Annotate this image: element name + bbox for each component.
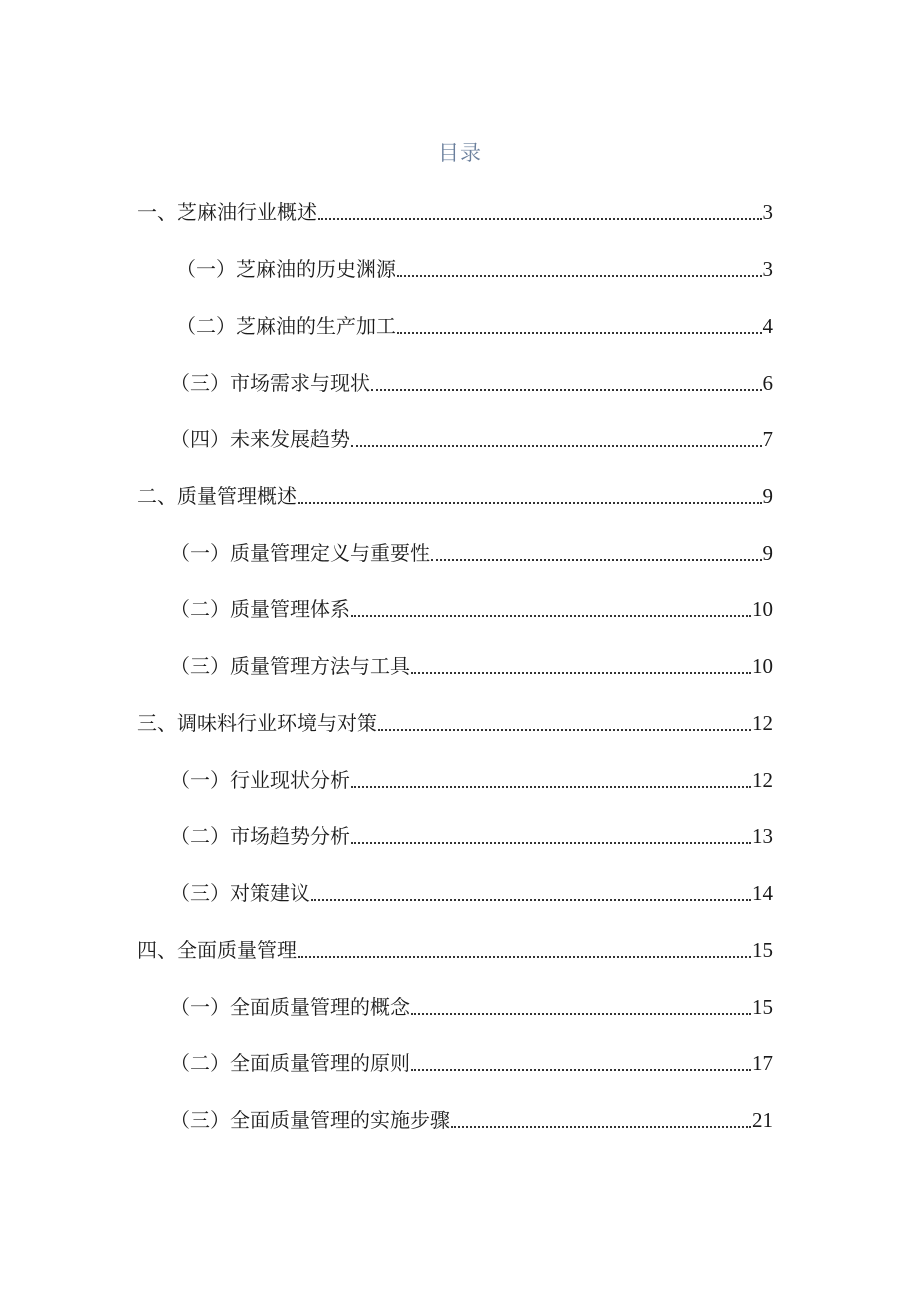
toc-entry[interactable] (170, 877, 773, 907)
toc-page-number: 3 (762, 257, 773, 281)
toc-dot-leader (431, 539, 762, 567)
toc-entry-text: 四、全面质量管理 (137, 938, 297, 962)
toc-page-number: 12 (752, 711, 773, 735)
toc-page-number: 9 (762, 541, 773, 565)
toc-page-number: 15 (752, 938, 773, 962)
toc-dot-leader (371, 369, 762, 397)
toc-dot-leader (351, 595, 751, 623)
toc-entry-text: （一）行业现状分析 (170, 768, 350, 792)
toc-dot-leader (351, 766, 751, 794)
toc-title: 目录 (438, 141, 482, 165)
toc-dot-leader (378, 709, 751, 737)
toc-dot-leader (311, 879, 751, 907)
toc-page-number: 14 (752, 881, 773, 905)
toc-page-number: 10 (752, 654, 773, 678)
toc-page-number: 13 (752, 824, 773, 848)
toc-entry[interactable] (170, 650, 773, 680)
toc-dot-leader (298, 936, 751, 964)
toc-dot-leader (298, 482, 762, 510)
toc-dot-leader (411, 1049, 751, 1077)
toc-entry-text: （三）质量管理方法与工具 (170, 654, 410, 678)
toc-entry-text: （三）对策建议 (170, 881, 310, 905)
toc-page-number: 4 (762, 314, 773, 338)
toc-entry-text: （一）全面质量管理的概念 (170, 995, 410, 1019)
toc-entry-text: （一）芝麻油的历史渊源 (176, 257, 396, 281)
toc-entry[interactable] (137, 934, 773, 964)
toc-dot-leader (411, 993, 751, 1021)
toc-entry[interactable] (176, 310, 773, 340)
toc-entry[interactable] (170, 1047, 773, 1077)
toc-dot-leader (351, 425, 762, 453)
toc-entry-text: （四）未来发展趋势 (170, 427, 350, 451)
toc-entry[interactable] (170, 537, 773, 567)
toc-entry-text: （二）市场趋势分析 (170, 824, 350, 848)
toc-dot-leader (411, 652, 751, 680)
toc-entry[interactable] (137, 196, 773, 226)
toc-page-number: 3 (762, 200, 773, 224)
toc-page-number: 9 (762, 484, 773, 508)
toc-entry-text: （二）芝麻油的生产加工 (176, 314, 396, 338)
toc-entry[interactable] (170, 1104, 773, 1134)
toc-entry[interactable] (170, 820, 773, 850)
toc-page-number: 17 (752, 1051, 773, 1075)
toc-entry[interactable] (137, 480, 773, 510)
toc-entry-text: （三）市场需求与现状 (170, 371, 370, 395)
toc-page-number: 7 (762, 427, 773, 451)
toc-entry-text: （三）全面质量管理的实施步骤 (170, 1108, 450, 1132)
toc-entry-text: （一）质量管理定义与重要性 (170, 541, 430, 565)
toc-entry[interactable] (170, 367, 773, 397)
toc-entry[interactable] (176, 253, 773, 283)
toc-entry[interactable] (137, 707, 773, 737)
toc-page-number: 15 (752, 995, 773, 1019)
toc-dot-leader (397, 255, 762, 283)
toc-page-number: 21 (752, 1108, 773, 1132)
toc-entry[interactable] (170, 991, 773, 1021)
toc-dot-leader (351, 822, 751, 850)
toc-dot-leader (318, 198, 762, 226)
toc-dot-leader (397, 312, 762, 340)
toc-dot-leader (451, 1106, 751, 1134)
toc-entry-text: （二）质量管理体系 (170, 597, 350, 621)
toc-page-number: 12 (752, 768, 773, 792)
toc-entry-text: 二、质量管理概述 (137, 484, 297, 508)
toc-entry-text: 三、调味料行业环境与对策 (137, 711, 377, 735)
toc-entry[interactable] (170, 764, 773, 794)
toc-entry[interactable] (170, 593, 773, 623)
toc-entry[interactable] (170, 423, 773, 453)
toc-entry-text: （二）全面质量管理的原则 (170, 1051, 410, 1075)
toc-page-number: 10 (752, 597, 773, 621)
toc-page-number: 6 (762, 371, 773, 395)
toc-entry-text: 一、芝麻油行业概述 (137, 200, 317, 224)
